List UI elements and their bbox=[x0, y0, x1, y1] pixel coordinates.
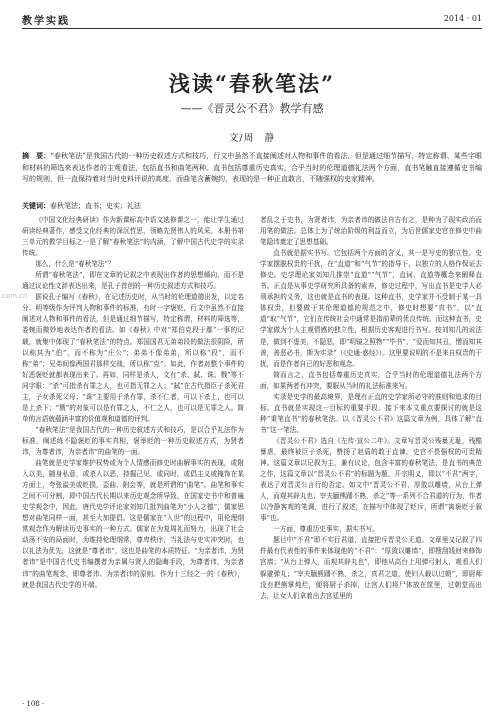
article-title: 浅读“春秋笔法” bbox=[168, 71, 336, 96]
keywords bbox=[22, 201, 482, 211]
author-line: 文/周 静 bbox=[228, 133, 276, 144]
article-subtitle: ——《晋灵公不君》教学有感 bbox=[180, 102, 324, 115]
journal-section: 教学实践 bbox=[22, 16, 70, 27]
paragraph: 所谓“春秋笔法”，即在文章的记叙之中表现出作者的思想倾向，而不是通过议论性文辞表达出来，是孔子首创的一种历史叙述方式和技巧。 bbox=[22, 271, 244, 291]
paragraph: 《中国文化经典研读》作为新课标高中语文选修课之一，能让学生通过研读经典著作，感受文化经典的深沉哲思，领略先贤伟人的风采。本册书第三单元的教学目标之一是了解“春秋笔法”的内涵，了解中国古代史学的实录传统。 bbox=[22, 216, 244, 258]
paragraph: 那么，什么是“春秋笔法”？ bbox=[35, 260, 115, 269]
page-number: · 108 · bbox=[22, 700, 45, 708]
paragraph: “春秋笔法”是我国古代的一种历史叙述方式和技巧，是以合乎礼法作为标准，阐述练不隐褒贬的事实真相，褒举贬的一种历史叙述方式，为贤者讳，为尊者讳，为亲者讳”的曲笔的一面。 bbox=[22, 425, 244, 456]
header-rule bbox=[22, 28, 482, 29]
keywords-text: 春秋笔法；直书；史实；礼法 bbox=[50, 202, 141, 210]
page-header bbox=[22, 10, 482, 30]
paragraph: 简而言之，直书包括尊重历史真实，合乎当时的伦理道德礼法两个方面，如果两者有冲突，要服从当时的礼法标准来写。 bbox=[260, 370, 482, 390]
watermark: com.cn bbox=[2, 292, 28, 300]
paragraph: 者乱之于史书，为贤者讳，为亲者讳的做法自古有之，是种为了现实政治而用笔的做法。总体上为了统治阶级的利益而立，为后世儒家史官在修史中曲笔隐讳奠定了思想基础。 bbox=[260, 216, 482, 247]
paragraph: 曲笔就是史学家维护权势或为个人情感而修史时曲解事实的表现，或附入以美，随身私意，或杀人以恶，持掘己见，或同时，或倡主义或掩饰在某方面上，夸张溢美或贬损，歪曲、附会等，就是所谓的“曲笔”。曲笔和事实之间不可分割，即中国古代长期以来历史观念所导致，在国家史书中和普遍史学观念中，因此，唐代史学评论家刘知几批判曲笔为“小人之德”，儒家思想对曲笔同样一面，甚至大加提倡。这是儒家在“入世”的过程中，用伦理纲常观念作为解读历史事实的一种方式。儒家在为复周礼而努力，出现了社会动荡不安的局面时，为维持伦理纲常，尊卑秩序，当礼法与史实冲突时，也以礼法为优先，这就是“尊者讳”，这也是曲笔的本质特征。“为亲者讳，为贤者讳”是中国古代史书编撰者为亲属与贤人的隐晦手段，为尊者讳，为亲者讳”的曲笔观念，即尊者讳、为亲者讳的原则。作为十三经之一的《春秋》，就是我国古代史学的开端。 bbox=[22, 459, 244, 589]
paragraph: 据说孔子编写《春秋》，在记述历史时，从当时的伦理道德出发，以定名分、明等级作为评判人物和事件的标准，有时一字褒贬，行文中虽然不直接阐述对人物和事件的看法，但是通过细节描写，特定称谓，材料的筛选等，委婉而微妙地表达作者的看法。如《春秋》中对“郑伯克段于鄢”一事的记载，就集中体现了“春秋笔法”的特点。郑国国君无弟弟段的做法很阴险，所以称其为“伯”，而不称为“庄公”；弟弟不像弟弟，所以称“段”，而不称“弟”；兄弟间像两国君那样交战，所以称“克”。如此，作者对整个事件的好恶褒贬就都表现出来了。再如，同样是杀人，文有“杀、弑、诛、戮”等不同字眼：“杀”可指杀有罪之人，也可指无罪之人；“弑”在古代指臣子杀死君主，子女杀死父母；“诛”主要用于杀有罪，杀不仁者，可以下杀上，也可以是上杀下；“戮”的对象可以是有罪之人，不仁之人，也可以是无罪之人。简单的言语就蕴涵丰富的价值观和道德的评判。 bbox=[22, 293, 244, 423]
abstract-label: 摘 要： bbox=[22, 151, 51, 160]
abstract-text: “春秋笔法”是我国古代的一种历史叙述方式和技巧，行文中虽然不直接阐述对人物和事件的看法，但是通过细节描写、特定称谓、某些字眼和材料的筛选来表达作者的主观看法，包括直书和曲笔两种。直书包括尊重历史真实，合乎当时的伦理道德礼法两个方面，直书笔触直接遵循史书编写的规则，但一直保持着对当时史料评说的高度，而曲笔含蓄婉约，表现的是一种正直敢言，不随强权的史家精神。 bbox=[22, 152, 483, 183]
paragraph: 一方面，尊重历史事实，据实书写。 bbox=[273, 525, 379, 534]
paragraph: 实录是史学的最高境界，是理有正直的史学家所必守的准则和追求的目标。直书就是实现这一目标的重要手段。接下来本文重点要探讨的就是这种“秉笔直书”的春秋笔法。以《晋灵公不君》这篇文章为例，具体了解“直书”这一笔法。 bbox=[260, 392, 482, 434]
paragraph: 《晋灵公不君》选自《左传·宣公二年》。文章写晋灵公残暴无耻，残酷暴虐，最终被臣子杀死，赞扬了赵盾的敢于直谏，史官不畏强权的可贵精神。这篇文章以记叙为主，兼有议论，包含丰富的春秋笔法，是直书的典范之作，这篇文章以“晋灵公不君”的标题为题，开宗明义，即以“不君”两字，表达了对晋灵公言行的否定。如文中“晋灵公不君，厚敛以雕墙，从台上弹人，而观其辟丸也；宰夫胹熊蹯不熟，杀之”等一系列不合君道的行为，作者以冷静客观的笔调，进行了叙述，在描写中体现了贬斥，所谓“寓褒贬于叙事”也。 bbox=[260, 436, 482, 523]
paragraph: 直书就是据实书写。它包括两个方面的含义，其一是写史的独立性。史学家摆脱权贵的干扰，在“直道”和“气节”的指导下，以独立的人格作保证去修史。史学理论家刘知几推崇“直道”“气节”，直词、直道等概念来阐释直书。正直是从事史学研究所具备的素养，修史过程中，写出直书是史学人必须承担的义务，这也就是直书的表现。这种直书，史学家并不受制于某一具体权贵，但要做于其伦理道德的规范之中，修史时想要“真书”，以“直道”取“气节”，它们在传统社会中通常是指前辈的优良传统。而这种直书，史学家做为个人主观情感的独立性，根据历史客观进行书写。按刘知几的说法是，做到不虚美，不隐恶，即“明镜之照物”“毕书”，“爱而知其丑，憎而知其善，善恶必书，斯为实录”（《史通·惑经》）。这里要说明的不是来自权贵的干扰，而是作者自己的好恶和观念。 bbox=[260, 249, 482, 368]
keywords-label: 关键词： bbox=[22, 201, 50, 210]
issue-number: 2014 · 01 bbox=[443, 14, 482, 23]
body-column-right bbox=[260, 215, 482, 693]
body-column-left bbox=[22, 215, 244, 693]
title-block bbox=[0, 68, 504, 98]
abstract bbox=[22, 150, 482, 186]
paragraph: 题目中“不君”即不实行君道，直接把斥晋灵公无道。文章里又记叙了四件最有代表性的事件来体现他的“不君”：“厚敛以雕墙”，即搜刮钱财来修饰宫墙；“从台上弹人，而观其辟丸也”，即他从高台上用弹弓射人，观看人们躲避弹丸；“宰夫胹熊蹯不熟，杀之，真君之道，使妇人载以过朝”，即厨师没有把熊掌炖烂，便将厨子杀掉，让宫人们将尸体放在筐里，过朝堂而出去，让女人们拿着出去宫廷里的 bbox=[260, 536, 482, 600]
